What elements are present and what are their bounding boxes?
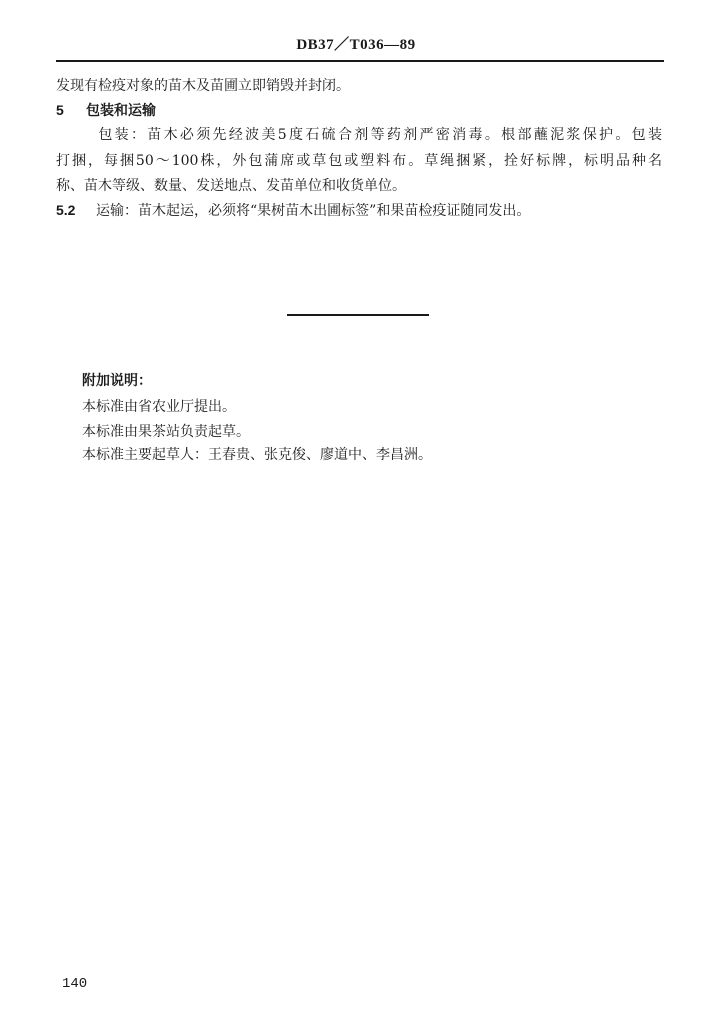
- section-heading: [56, 101, 156, 120]
- note-line: 本标准由果茶站负责起草。: [82, 424, 250, 440]
- clause-5-1-line-3: 称、苗木等级、数量、发送地点、发苗单位和收货单位。: [56, 178, 406, 194]
- clause-text: 包装：苗木必须先经波美5度石硫合剂等药剂严密消毒。根部蘸泥浆保护。包装: [96, 127, 662, 143]
- clause-5-2: [56, 201, 530, 220]
- header-rule: [56, 60, 664, 62]
- notes-heading: 附加说明：: [82, 373, 152, 389]
- section-title: 包装和运输: [86, 103, 156, 119]
- note-line: 本标准主要起草人：王春贵、张克俊、廖道中、李昌洲。: [82, 447, 432, 463]
- end-of-text-rule: [287, 314, 429, 316]
- clause-5-1-line-1: [56, 126, 662, 144]
- clause-number: 5.2: [56, 202, 76, 218]
- section-number: 5: [56, 102, 64, 118]
- document-code-header: DB37／T036—89: [296, 37, 416, 53]
- clause-text: 运输：苗木起运，必须将“果树苗木出圃标签”和果苗检疫证随同发出。: [96, 203, 531, 219]
- note-line: 本标准由省农业厅提出。: [82, 399, 236, 415]
- page-number: 140: [62, 976, 88, 992]
- paragraph-line: 发现有检疫对象的苗木及苗圃立即销毁并封闭。: [56, 78, 350, 94]
- clause-5-1-line-2: 打捆，每捆50～100株，外包蒲席或草包或塑料布。草绳捆紧，拴好标牌，标明品种名: [56, 153, 662, 169]
